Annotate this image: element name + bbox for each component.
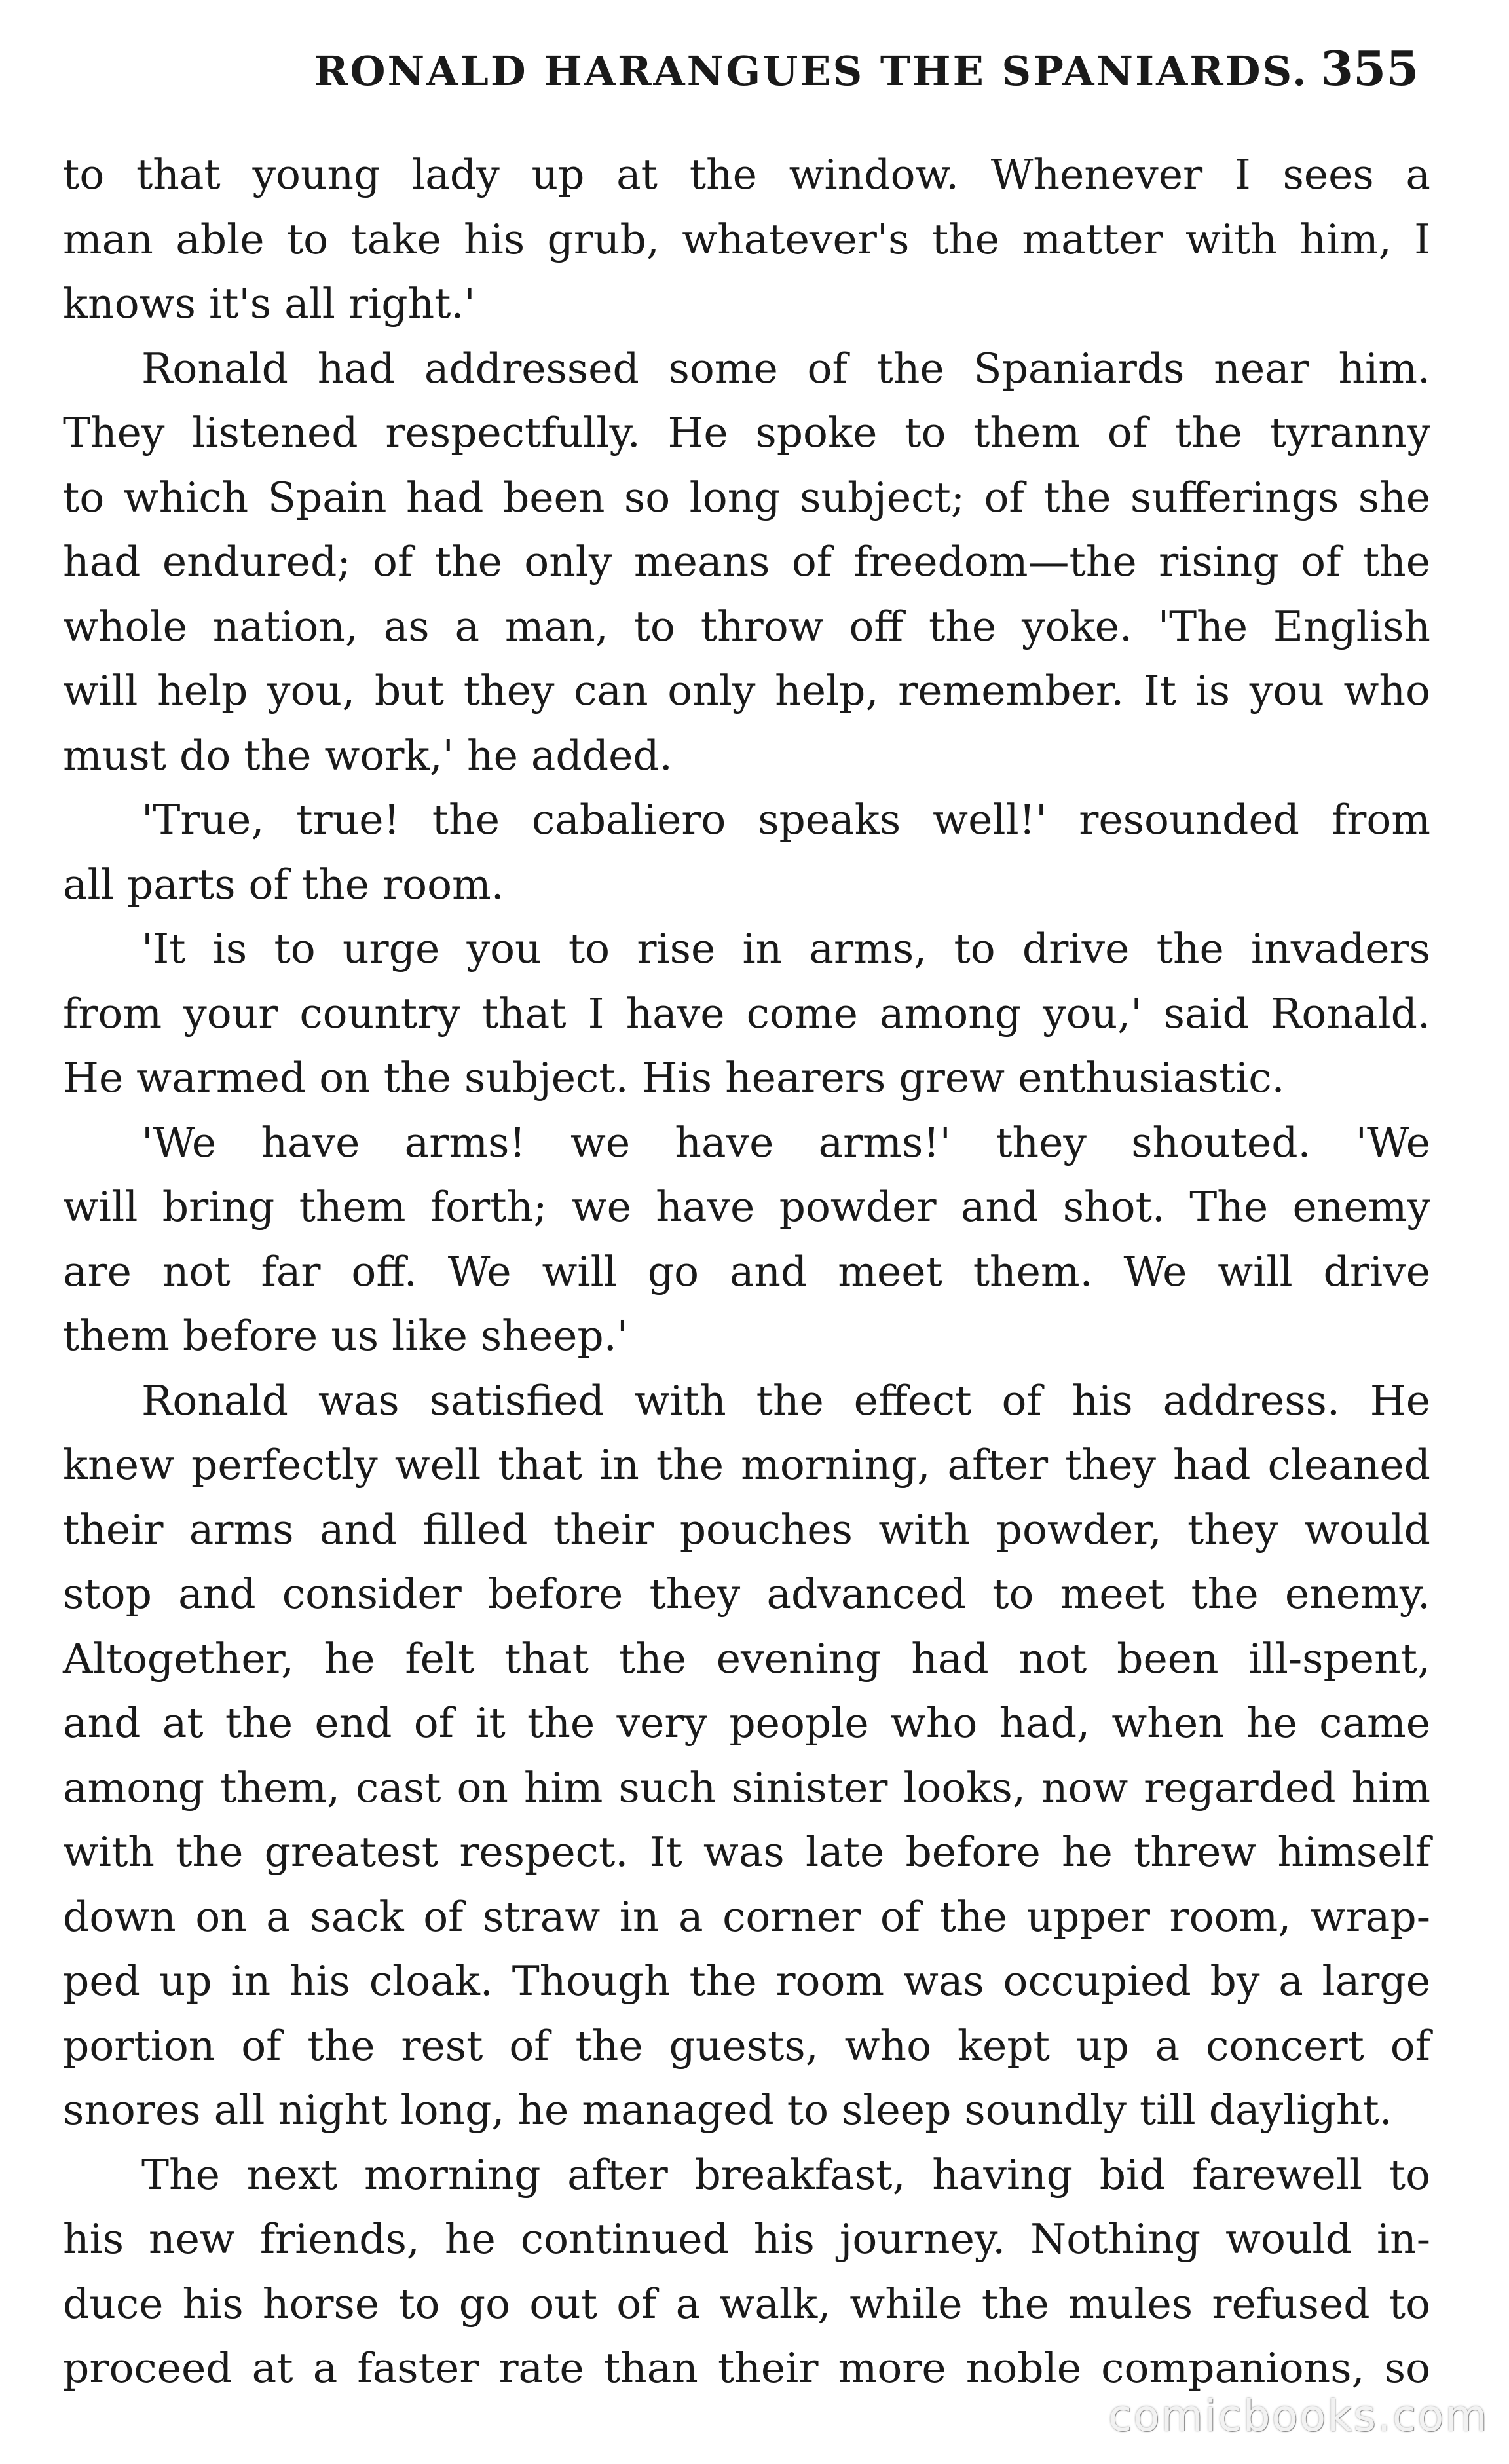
text-line: among them, cast on him such sinister looks, now regarded him [63, 1763, 1430, 1812]
text-line: whole nation, as a man, to throw off the yoke. 'The English [63, 602, 1430, 650]
text-line: knows it's all right.' [63, 280, 475, 327]
text-line: his new friends, he continued his journey. Nothing would in- [63, 2215, 1430, 2263]
text-line: are not far off. We will go and meet them. We will drive [63, 1247, 1430, 1296]
text-line: The next morning after breakfast, having bid farewell to [141, 2150, 1430, 2199]
page-number: 355 [1320, 41, 1419, 96]
text-line: will help you, but they can only help, remember. It is you who [63, 667, 1430, 715]
text-line: portion of the rest of the guests, who kept up a concert of [63, 2021, 1430, 2070]
text-line: Altogether, he felt that the evening had not been ill-spent, [63, 1634, 1430, 1683]
text-line: had endured; of the only means of freedom—the rising of the [63, 538, 1430, 586]
text-line: them before us like sheep.' [63, 1312, 629, 1360]
running-head: RONALD HARANGUES THE SPANIARDS. [314, 47, 1309, 95]
text-line: and at the end of it the very people who had, when he came [63, 1699, 1430, 1747]
watermark-text: comicbooks.com [1108, 2391, 1489, 2441]
text-line: proceed at a faster rate than their more noble companions, so [63, 2344, 1430, 2392]
text-line: will bring them forth; we have powder and shot. The enemy [63, 1183, 1430, 1231]
text-line: They listened respectfully. He spoke to them of the tyranny [63, 409, 1430, 457]
text-line: He warmed on the subject. His hearers grew enthusiastic. [63, 1054, 1285, 1102]
text-line: knew perfectly well that in the morning, after they had cleaned [63, 1441, 1430, 1489]
text-line: to that young lady up at the window. Whenever I sees a [63, 151, 1430, 198]
text-line: all parts of the room. [63, 860, 504, 908]
text-line: must do the work,' he added. [63, 731, 673, 779]
text-line: 'True, true! the cabaliero speaks well!' resounded from [141, 796, 1430, 844]
text-line: duce his horse to go out of a walk, while the mules refused to [63, 2279, 1430, 2328]
text-line: 'It is to urge you to rise in arms, to drive the invaders [141, 925, 1430, 973]
text-line: Ronald was satisfied with the effect of his address. He [141, 1376, 1430, 1425]
text-line: man able to take his grub, whatever's the matter with him, I [63, 215, 1430, 263]
text-line: with the greatest respect. It was late before he threw himself [63, 1828, 1430, 1876]
text-line: their arms and filled their pouches with powder, they would [63, 1505, 1430, 1554]
text-line: Ronald had addressed some of the Spaniards near him. [141, 344, 1430, 392]
text-line: down on a sack of straw in a corner of the upper room, wrap- [63, 1892, 1430, 1941]
text-line: to which Spain had been so long subject; of the sufferings she [63, 473, 1430, 521]
text-line: 'We have arms! we have arms!' they shouted. 'We [141, 1118, 1430, 1167]
text-line: ped up in his cloak. Though the room was occupied by a large [63, 1957, 1430, 2005]
text-line: stop and consider before they advanced to meet the enemy. [63, 1570, 1430, 1618]
body-text [63, 143, 1430, 2401]
text-line: snores all night long, he managed to sleep soundly till daylight. [63, 2086, 1392, 2134]
text-line: from your country that I have come among you,' said Ronald. [63, 989, 1430, 1037]
